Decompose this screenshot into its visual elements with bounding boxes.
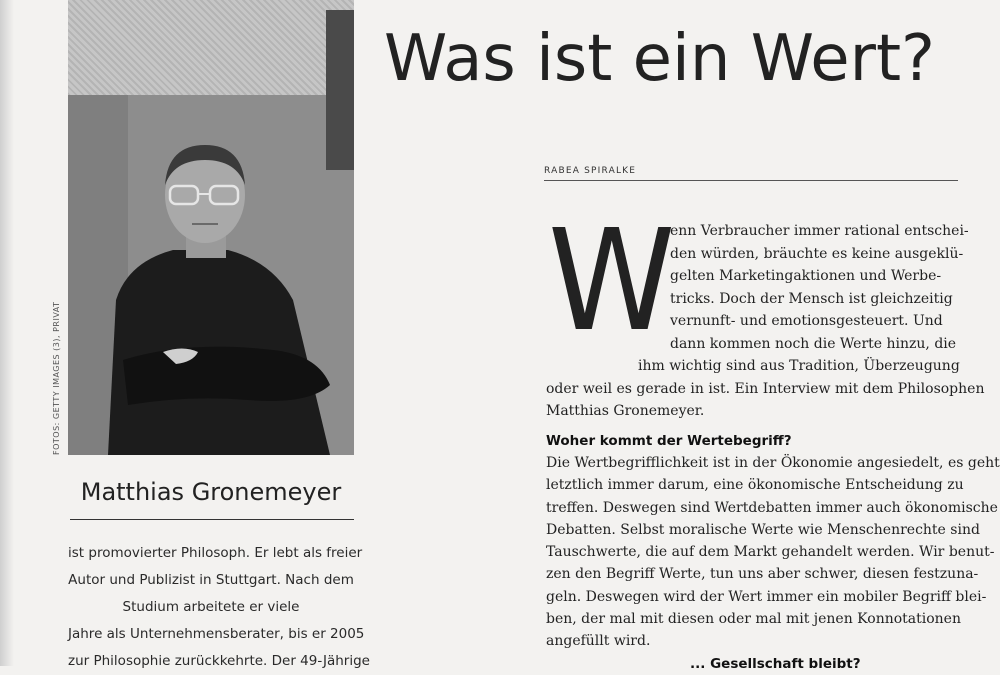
bio-line: Studium arbeitete er viele [122,599,300,615]
portrait-figure [68,0,354,455]
answer-line: treffen. Deswegen sind Wertdebatten immer auch ökonomische [546,499,998,516]
answer-line: Debatten. Selbst moralische Werte wie Menschenrechte sind [546,521,980,538]
bio-line: Autor und Publizist in Stuttgart. Nach dem [68,572,354,588]
answer-line: angefüllt wird. [546,633,651,650]
answer-line: Die Wertbegrifflichkeit ist in der Ökonomie angesiedelt, es geht [546,455,1000,471]
bio-divider [70,519,354,520]
article-author: RABEA SPIRALKE [544,166,637,176]
lead-line: Matthias Gronemeyer. [546,403,705,419]
bio-line: zur Philosophie zurückkehrte. Der 49-Jährige [68,653,370,669]
author-divider [544,180,958,181]
answer-line: zen den Begriff Werte, tun uns aber schwer, diesen festzuna- [546,566,979,583]
lead-line: enn Verbraucher immer rational entschei- [670,223,969,239]
lead-paragraph [546,220,985,423]
answer-line: geln. Deswegen wird der Wert immer ein mobiler Begriff blei- [546,588,987,605]
lead-line: oder weil es gerade in ist. Ein Interview mit dem Philosophen [546,380,985,397]
article-title: Was ist ein Wert? [384,22,935,96]
answer-line: Tauschwerte, die auf dem Markt gehandelt werden. Wir benut- [546,544,995,561]
lead-line: dann kommen noch die Werte hinzu, die [670,335,957,352]
interview-question-cut-off: ... Gesellschaft bleibt? [690,656,861,672]
portrait-photo [68,0,354,455]
bio-name: Matthias Gronemeyer [80,478,342,506]
interview-answer [546,452,1000,653]
page-spine-shadow [0,0,14,666]
lead-line: gelten Marketingaktionen und Werbe- [670,268,942,284]
lead-line: ihm wichtig sind aus Tradition, Überzeugung [638,358,960,374]
answer-line: ben, der mal mit diesen oder mal mit jenen Konnotationen [546,611,961,628]
answer-line: letztlich immer darum, eine ökonomische Entscheidung zu [546,477,964,494]
bio-line: Jahre als Unternehmensberater, bis er 2005 [68,626,365,642]
photo-credit: FOTOS: GETTY IMAGES (3), PRIVAT [52,301,61,455]
lead-line: den würden, bräuchte es keine ausgeklü- [670,245,964,262]
drop-cap: W [548,200,676,363]
bio-line: ist promovierter Philosoph. Er lebt als freier [68,545,363,561]
lead-line: vernunft- und emotionsgesteuert. Und [670,313,943,329]
lead-line: tricks. Doch der Mensch ist gleichzeitig [670,290,953,307]
bio-text [68,540,370,675]
interview-question: Woher kommt der Wertebegriff? [546,433,792,449]
